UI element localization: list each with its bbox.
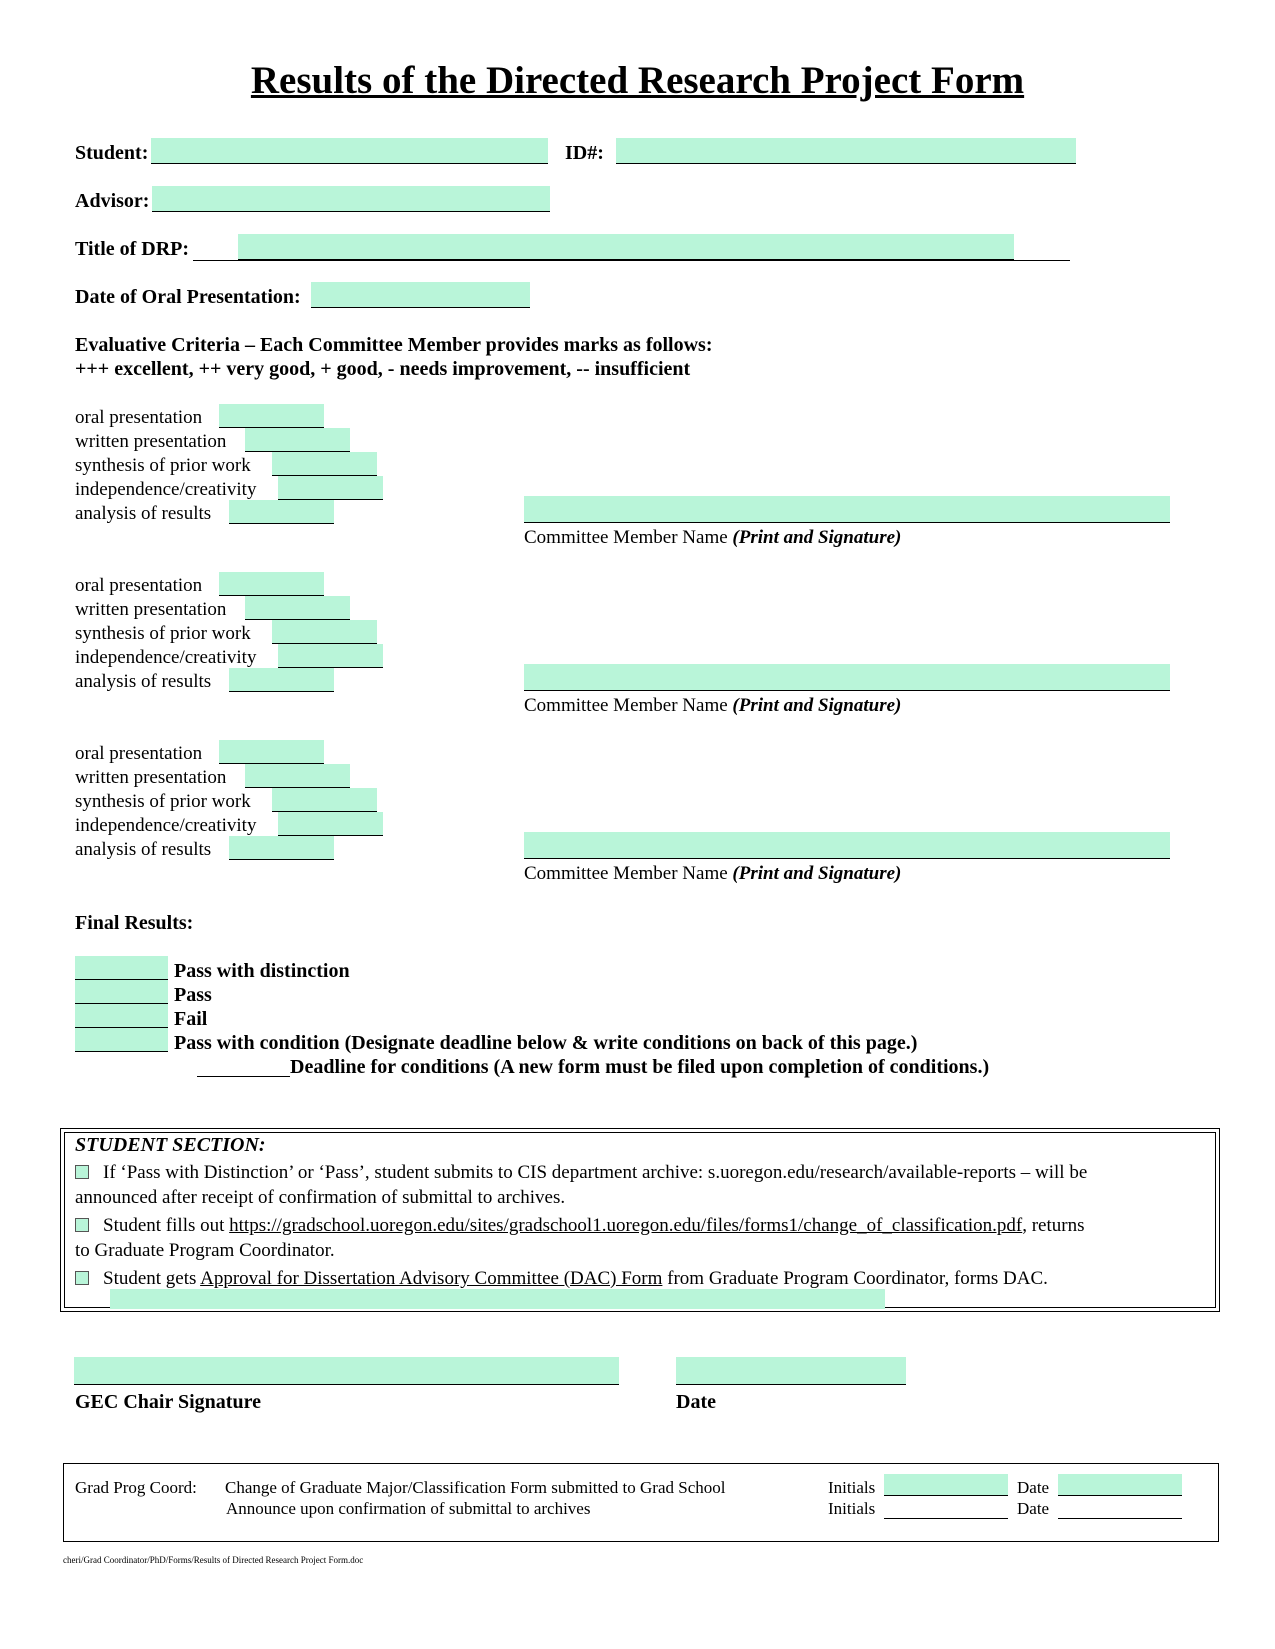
gec-date-field[interactable]: [676, 1357, 906, 1385]
criterion-label: independence/creativity: [75, 479, 257, 500]
criterion-label: independence/creativity: [75, 647, 257, 668]
pass-label: Pass: [174, 984, 212, 1006]
step-3-text-post: from Graduate Program Coordinator, forms DAC.: [662, 1268, 1048, 1289]
step-2-text-post: , returns: [1022, 1215, 1085, 1236]
mark-field[interactable]: [278, 644, 383, 668]
dac-form-link[interactable]: Approval for Dissertation Advisory Committee (DAC) Form: [200, 1268, 663, 1289]
signature-caption-text: Committee Member Name: [524, 695, 728, 716]
mark-field[interactable]: [229, 500, 334, 524]
mark-field[interactable]: [278, 476, 383, 500]
pass-condition-field[interactable]: [75, 1028, 168, 1052]
pass-distinction-field[interactable]: [75, 956, 168, 980]
committee-signature-field[interactable]: [524, 832, 1170, 859]
signature-note: (Print and Signature): [732, 863, 902, 884]
initials-field-1[interactable]: [884, 1474, 1008, 1496]
student-section-heading: STUDENT SECTION:: [75, 1134, 266, 1156]
student-label: Student:: [75, 142, 149, 164]
change-classification-link[interactable]: https://gradschool.uoregon.edu/sites/gradschool1.uoregon.edu/files/forms1/change_of_classification.pdf: [229, 1215, 1023, 1236]
mark-field[interactable]: [272, 788, 377, 812]
page-title: Results of the Directed Research Project Form: [250, 59, 1025, 102]
advisor-field[interactable]: [152, 186, 550, 212]
date-field-1[interactable]: [1058, 1474, 1182, 1496]
criterion-label: independence/creativity: [75, 815, 257, 836]
signature-caption: [524, 863, 901, 885]
date-field-2[interactable]: [1058, 1497, 1182, 1519]
oral-date-field[interactable]: [311, 282, 530, 308]
file-path-footer: cheri/Grad Coordinator/PhD/Forms/Results of Directed Research Project Form.doc: [63, 1555, 364, 1565]
gec-date-label: Date: [676, 1391, 716, 1413]
signature-caption: [524, 527, 901, 549]
step-1-checkbox[interactable]: [75, 1165, 89, 1179]
pass-condition-label: Pass with condition (Designate deadline below & write conditions on back of this page.): [174, 1032, 918, 1054]
student-step-2-cont: to Graduate Program Coordinator.: [75, 1240, 335, 1261]
signature-caption-text: Committee Member Name: [524, 527, 728, 548]
criterion-label: synthesis of prior work: [75, 455, 251, 476]
date-label-1: Date: [1017, 1478, 1050, 1497]
criterion-label: written presentation: [75, 431, 227, 452]
criterion-label: synthesis of prior work: [75, 791, 251, 812]
criterion-label: synthesis of prior work: [75, 623, 251, 644]
criterion-label: written presentation: [75, 599, 227, 620]
deadline-field[interactable]: [197, 1052, 290, 1077]
date-label-2: Date: [1017, 1499, 1050, 1518]
criterion-label: analysis of results: [75, 839, 212, 860]
mark-field[interactable]: [272, 620, 377, 644]
initials-label-2: Initials: [828, 1499, 876, 1518]
student-step-2: [75, 1215, 1085, 1237]
mark-field[interactable]: [245, 428, 350, 452]
gec-signature-field[interactable]: [74, 1357, 619, 1385]
signature-caption-text: Committee Member Name: [524, 863, 728, 884]
step-1-text: If ‘Pass with Distinction’ or ‘Pass’, student submits to CIS department archive: s.uoregon.edu/research/available-reports – will be: [103, 1162, 1088, 1183]
fail-field[interactable]: [75, 1004, 168, 1028]
oral-date-label: Date of Oral Presentation:: [75, 286, 301, 308]
step-3-checkbox[interactable]: [75, 1271, 89, 1285]
criterion-label: oral presentation: [75, 407, 203, 428]
mark-field[interactable]: [219, 572, 324, 596]
initials-field-2[interactable]: [884, 1497, 1008, 1519]
pass-distinction-label: Pass with distinction: [174, 960, 350, 982]
final-results-heading: Final Results:: [75, 912, 194, 934]
mark-field[interactable]: [229, 836, 334, 860]
mark-field[interactable]: [245, 596, 350, 620]
deadline-label: Deadline for conditions (A new form must be filed upon completion of conditions.): [290, 1056, 990, 1078]
step-2-text-pre: Student fills out: [103, 1215, 230, 1236]
coordinator-task-1: Change of Graduate Major/Classification Form submitted to Grad School: [225, 1478, 726, 1497]
initials-label-1: Initials: [828, 1478, 876, 1497]
committee-signature-field[interactable]: [524, 496, 1170, 523]
mark-field[interactable]: [229, 668, 334, 692]
pass-field[interactable]: [75, 980, 168, 1004]
step-2-checkbox[interactable]: [75, 1218, 89, 1232]
criteria-scale: +++ excellent, ++ very good, + good, - needs improvement, -- insufficient: [75, 358, 691, 380]
committee-signature-field[interactable]: [524, 664, 1170, 691]
mark-field[interactable]: [245, 764, 350, 788]
drp-title-label: Title of DRP:: [75, 238, 190, 260]
advisor-label: Advisor:: [75, 190, 150, 212]
drp-title-field[interactable]: [238, 234, 1014, 260]
id-label: ID#:: [565, 142, 604, 164]
mark-field[interactable]: [272, 452, 377, 476]
fail-label: Fail: [174, 1008, 208, 1030]
mark-field[interactable]: [219, 404, 324, 428]
student-step-1-cont: announced after receipt of confirmation of submittal to archives.: [75, 1187, 566, 1208]
mark-field[interactable]: [278, 812, 383, 836]
student-name-field[interactable]: [151, 138, 548, 164]
criterion-label: oral presentation: [75, 575, 203, 596]
mark-field[interactable]: [219, 740, 324, 764]
criteria-heading: Evaluative Criteria – Each Committee Member provides marks as follows:: [75, 334, 713, 356]
gec-signature-label: GEC Chair Signature: [75, 1391, 261, 1413]
signature-caption: [524, 695, 901, 717]
criterion-label: written presentation: [75, 767, 227, 788]
criterion-label: analysis of results: [75, 503, 212, 524]
coordinator-task-2: Announce upon confirmation of submittal to archives: [226, 1499, 591, 1518]
coordinator-label: Grad Prog Coord:: [75, 1478, 197, 1497]
criterion-label: oral presentation: [75, 743, 203, 764]
student-step-1: [75, 1162, 1087, 1184]
signature-note: (Print and Signature): [732, 527, 902, 548]
student-id-field[interactable]: [616, 138, 1076, 164]
student-step-3: [75, 1268, 1048, 1290]
step-3-text-pre: Student gets: [103, 1268, 201, 1289]
signature-note: (Print and Signature): [732, 695, 902, 716]
criterion-label: analysis of results: [75, 671, 212, 692]
student-section-field[interactable]: [110, 1289, 885, 1309]
